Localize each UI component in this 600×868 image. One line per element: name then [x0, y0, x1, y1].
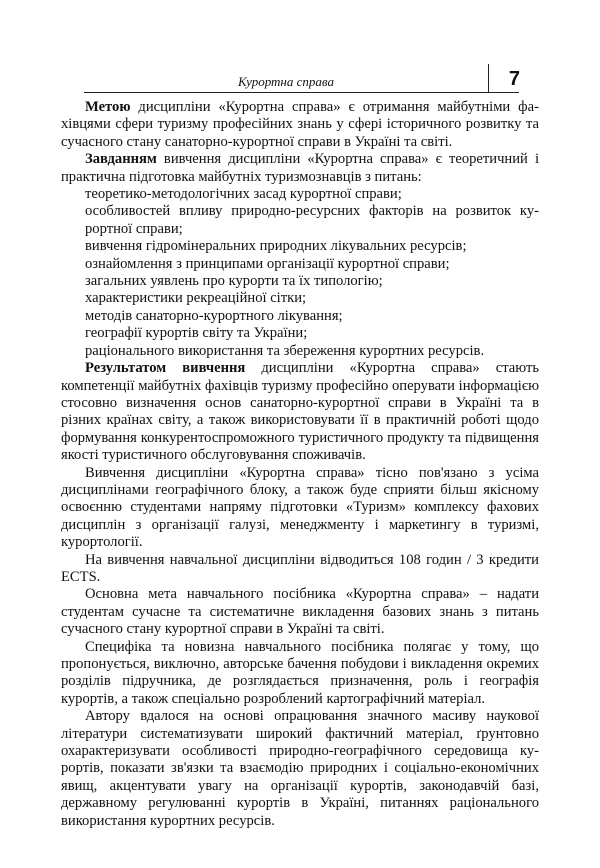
- goal-text: дисципліни «Курортна справа» є отримання майбутніми фахівцями сфери туризму професійних знань у сфері історичного розвитку та сучасного стану санаторно-курортної справи в Україні та світі.: [61, 99, 539, 150]
- list-item: теоретико-методологічних засад курортної справи;: [85, 186, 402, 203]
- list-item: особливостей впливу природно-ресурсних факторів на розвиток курортної справи;: [85, 203, 539, 237]
- page-body: [61, 99, 539, 830]
- paragraph-novelty: Специфіка та новизна навчального посібника полягає у тому, що пропонується, виключно, авторське бачення побудови і викладення окремих розділів підручника, де розглядається призначення, роль і географія курортів, а також спеціально розроблений картографічний матеріал.: [61, 638, 539, 707]
- list-item: вивчення гідромінеральних природних лікувальних ресурсів;: [85, 238, 467, 255]
- paragraph-main-aim: Основна мета навчального посібника «Курортна справа» – надати студентам сучасне та систематичне викладення базових знань з питань сучасного стану курортної справи в Україні та світі.: [61, 586, 539, 638]
- tasks-text: вивчення дисципліни «Курортна справа» є теоретичний і практична підготовка майбутніх туризмознавців з питань:: [61, 151, 539, 185]
- goal-term: Метою: [85, 99, 131, 115]
- paragraph-relations: Вивчення дисципліни «Курортна справа» тісно пов'язано з усіма дисциплінами географічного блоку, а також буде сприяти більш якісному освоєнню студентами напряму підготовки «Туризм» комплексу фахових дисциплін з організації галузі, менеджменту і маркетингу в туризмі, курортології.: [61, 464, 539, 551]
- list-item: географії курортів світу та України;: [85, 325, 308, 342]
- paragraph-hours: На вивчення навчальної дисципліни відводиться 108 годин / 3 кредити ECTS.: [61, 551, 539, 585]
- result-term: Результатом вивчення: [85, 360, 246, 377]
- list-item: раціонального використання та збереження курортних ресурсів.: [85, 342, 485, 359]
- header-rule: [84, 92, 488, 93]
- paragraph-author: Автору вдалося на основі опрацювання значного масиву наукової літератури систематизувати широкий фактичний матеріал, ґрунтовно охарактеризувати особливості природно-географічного середовища курортів, показати зв'язки та взаємодію природних і соціально-економічних явищ, акцентувати увагу на організації курортів, законодавчій базі, державному регулюванні курортів в Україні, питаннях раціонального використання курортних ресурсів.: [61, 708, 539, 829]
- tasks-term: Завданням: [85, 151, 157, 168]
- page-number: 7: [508, 68, 520, 90]
- tasks-list: [61, 186, 539, 360]
- list-item: ознайомлення з принципами організації курортної справи;: [85, 255, 450, 272]
- list-item: загальних уявлень про курорти та їх типологію;: [85, 273, 383, 290]
- paragraph-goal: [61, 99, 539, 151]
- list-item: методів санаторно-курортного лікування;: [85, 307, 343, 324]
- list-item: характеристики рекреаційної сітки;: [85, 290, 307, 307]
- result-text: дисципліни «Курортна справа» стають компетенції майбутніх фахівців туризму професійно оперувати інформацією стосовно визначення основ санаторно-курортної справи в Україні та в різних країнах світу, а також використовувати її в практичній роботі щодо формування конкурентоспроможного туристичного продукту та підвищення якості туристичного обслуговування споживачів.: [61, 360, 539, 464]
- paragraph-result: [61, 360, 539, 464]
- running-title: Курортна справа: [238, 74, 334, 89]
- page-header: [84, 64, 520, 94]
- paragraph-tasks: [61, 151, 539, 186]
